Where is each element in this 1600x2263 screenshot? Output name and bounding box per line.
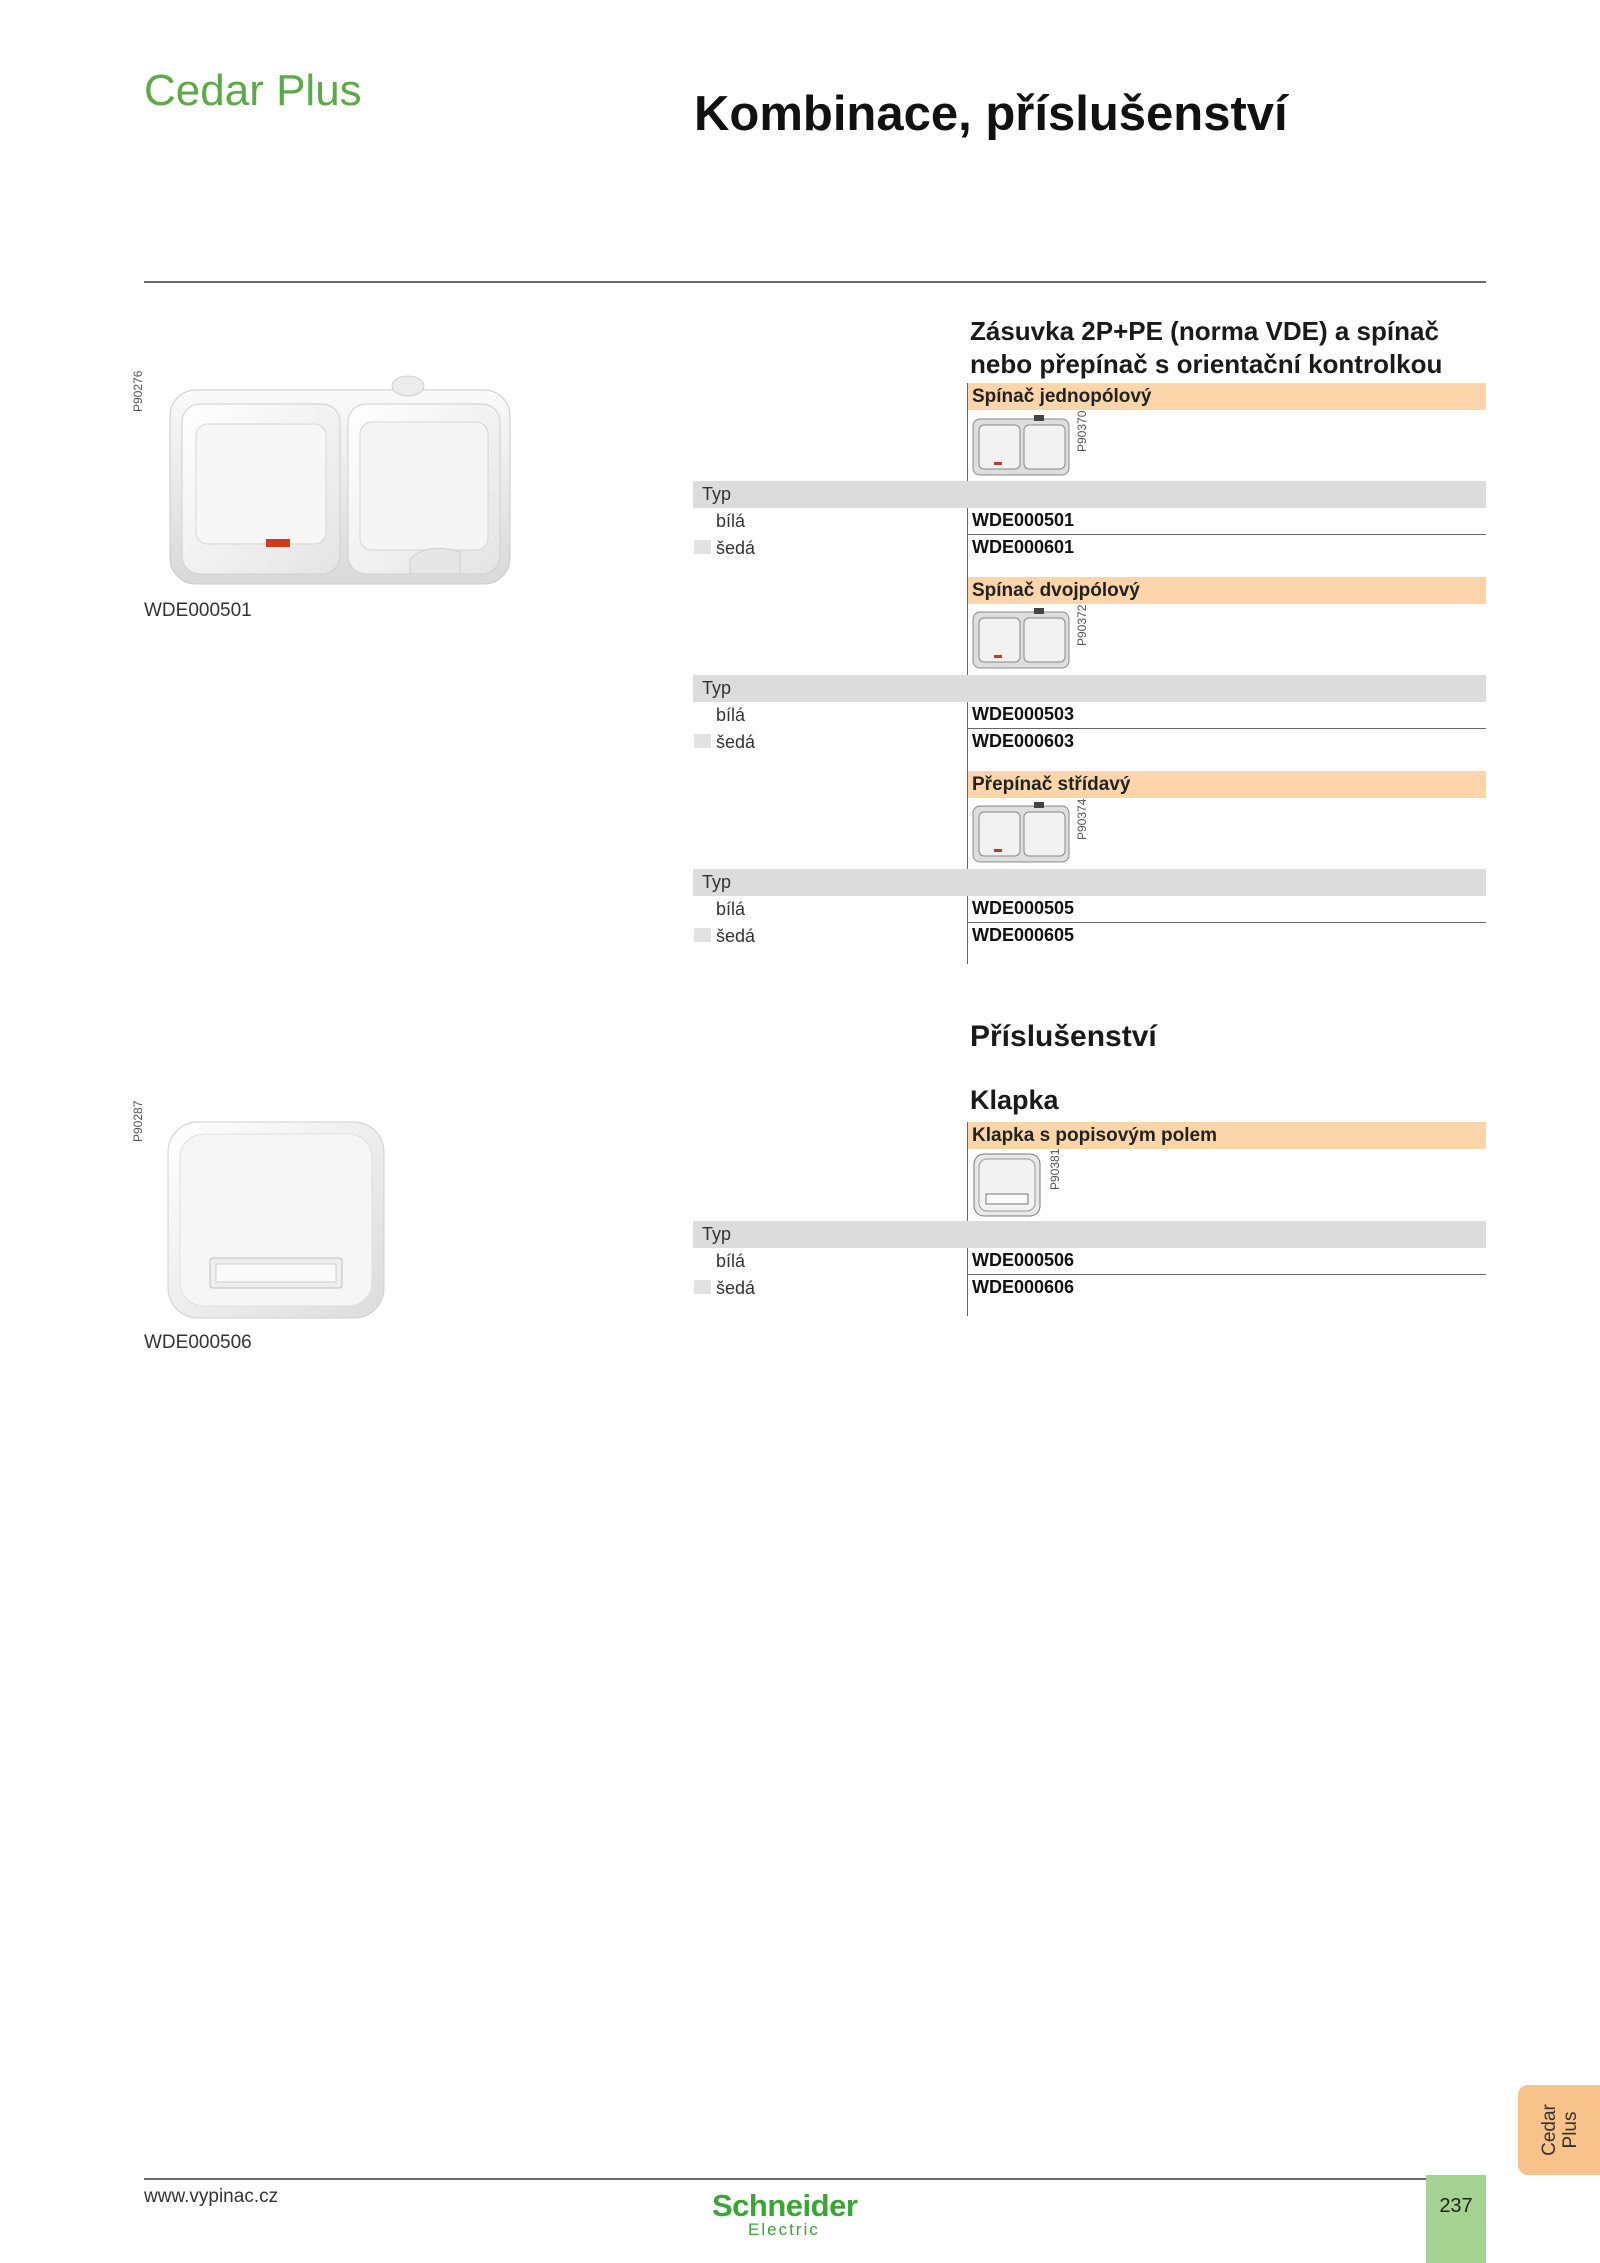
- header-divider: [144, 281, 1486, 283]
- page-number: 237: [1439, 2195, 1473, 2217]
- logo-sub: Electric: [748, 2220, 820, 2239]
- thumbnail-switch-socket: [972, 800, 1072, 870]
- accessory-image-ref: P90287: [131, 1100, 145, 1142]
- row-label-white: bílá: [716, 705, 746, 725]
- group-header: Přepínač střídavý: [968, 771, 1486, 798]
- row-label-gray: šedá: [716, 926, 756, 946]
- section2-subtitle: Klapka: [970, 1085, 1059, 1115]
- footer-divider: [144, 2178, 1486, 2180]
- thumbnail-switch-socket: [972, 606, 1072, 676]
- product-code: WDE000503: [972, 704, 1075, 724]
- product-code: WDE000603: [972, 731, 1075, 751]
- row-rule: [968, 728, 1486, 729]
- main-image-ref: P90276: [131, 370, 145, 412]
- gray-swatch: [694, 734, 711, 748]
- row-label-white: bílá: [716, 1251, 746, 1271]
- page-number-box: [1426, 2175, 1486, 2263]
- section1-title-line2: nebo přepínač s orientační kontrolkou: [970, 349, 1443, 379]
- section1-title-line1: Zásuvka 2P+PE (norma VDE) a spínač: [970, 316, 1439, 346]
- product-code: WDE000605: [972, 925, 1075, 945]
- thumbnail-switch-socket: [972, 413, 1072, 483]
- gray-swatch: [694, 1280, 711, 1294]
- product-code: WDE000505: [972, 898, 1075, 918]
- thumbnail-ref: P90372: [1075, 604, 1089, 646]
- logo-name: Schneider: [712, 2188, 858, 2223]
- product-image-socket-switch: [160, 374, 526, 604]
- row-rule: [968, 922, 1486, 923]
- row-label-gray: šedá: [716, 732, 756, 752]
- product-code: WDE000606: [972, 1277, 1075, 1297]
- group-header: Klapka s popisovým polem: [968, 1122, 1486, 1149]
- thumbnail-flap: [972, 1152, 1044, 1223]
- thumbnail-ref: P90381: [1048, 1148, 1062, 1190]
- group-header: Spínač dvojpólový: [968, 577, 1486, 604]
- row-label-white: bílá: [716, 899, 746, 919]
- product-code: WDE000501: [972, 510, 1075, 530]
- group-header: Spínač jednopólový: [968, 383, 1486, 410]
- footer-url[interactable]: www.vypinac.cz: [144, 2186, 279, 2207]
- thumbnail-ref: P90370: [1075, 410, 1089, 452]
- brand-title: Cedar Plus: [144, 66, 362, 115]
- typ-header: Typ: [693, 481, 1486, 508]
- thumbnail-ref: P90374: [1075, 798, 1089, 840]
- page-title: Kombinace, příslušenství: [694, 87, 1288, 141]
- row-label-gray: šedá: [716, 1278, 756, 1298]
- section2-title: Příslušenství: [970, 1020, 1157, 1053]
- row-rule: [968, 1274, 1486, 1275]
- schneider-logo: [712, 2190, 857, 2238]
- typ-header: Typ: [693, 675, 1486, 702]
- product-image-flap: [160, 1108, 392, 1333]
- gray-swatch: [694, 928, 711, 942]
- typ-header: Typ: [693, 869, 1486, 896]
- row-label-white: bílá: [716, 511, 746, 531]
- product-code: WDE000601: [972, 537, 1075, 557]
- column-divider: [967, 1122, 968, 1316]
- side-tab-line2: Plus: [1560, 2111, 1581, 2149]
- typ-header: Typ: [693, 1221, 1486, 1248]
- row-rule: [968, 534, 1486, 535]
- accessory-image-caption: WDE000506: [144, 1332, 252, 1353]
- product-code: WDE000506: [972, 1250, 1075, 1270]
- main-image-caption: WDE000501: [144, 600, 252, 621]
- side-tab-line1: Cedar: [1539, 2104, 1560, 2156]
- row-label-gray: šedá: [716, 538, 756, 558]
- gray-swatch: [694, 540, 711, 554]
- side-tab: [1518, 2085, 1600, 2175]
